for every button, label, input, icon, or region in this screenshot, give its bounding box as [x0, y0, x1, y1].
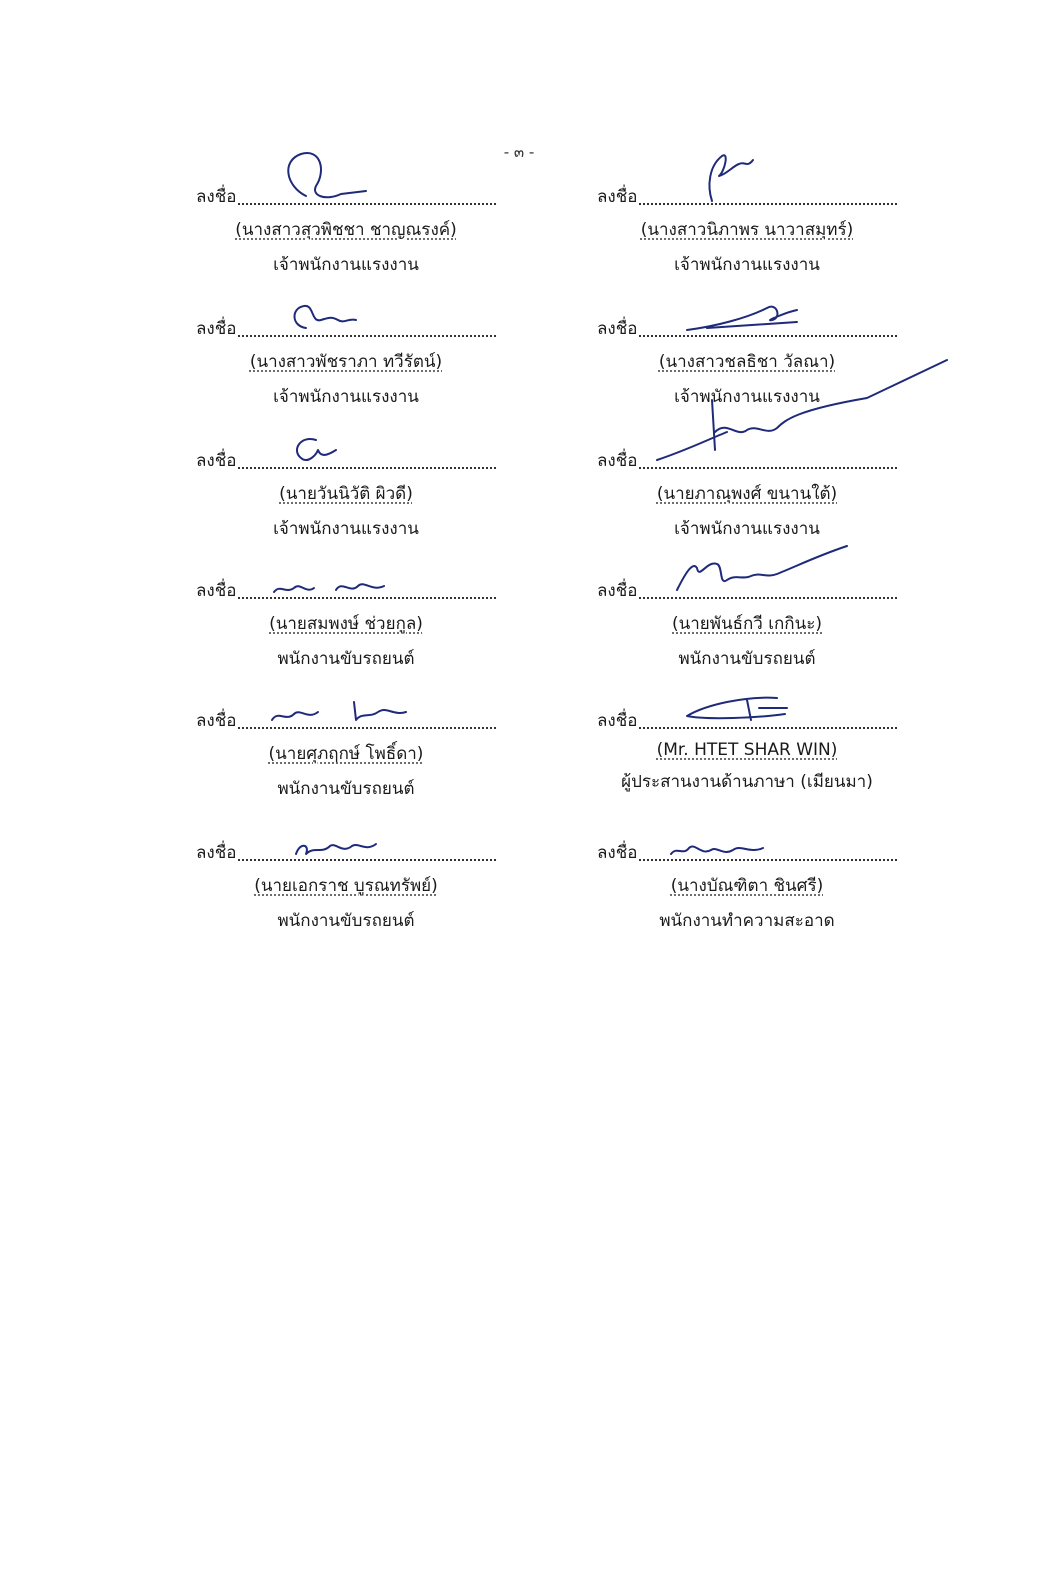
signer-position: เจ้าพนักงานแรงงาน: [674, 387, 820, 407]
signature-line: [597, 570, 897, 604]
handwritten-signature: [266, 832, 396, 862]
signer-name: (นางสาวนิภาพร นาวาสมุทร์): [640, 220, 854, 240]
sign-label: ลงชื่อ: [196, 451, 237, 471]
handwritten-signature: [667, 832, 777, 862]
signer-name: (นางสาวชลธิชา วัลณา): [658, 352, 836, 372]
signature-line: [597, 832, 897, 866]
handwritten-signature: [667, 690, 797, 730]
signature-block-left-3: [196, 440, 496, 542]
signer-name: (นางสาวสุวพิชชา ชาญณรงค์): [235, 220, 457, 240]
signature-line: [196, 570, 496, 604]
signer-name: (นายสมพงษ์ ช่วยกูล): [269, 614, 423, 634]
sign-label: ลงชื่อ: [196, 187, 237, 207]
handwritten-signature: [667, 390, 1007, 470]
signer-position: ผู้ประสานงานด้านภาษา (เมียนมา): [621, 772, 873, 792]
signer-position: พนักงานขับรถยนต์: [277, 911, 415, 931]
sign-label: ลงชื่อ: [597, 319, 638, 339]
signer-position: พนักงานขับรถยนต์: [277, 779, 415, 799]
handwritten-signature: [266, 430, 346, 470]
sign-label: ลงชื่อ: [196, 843, 237, 863]
sign-label: ลงชื่อ: [597, 451, 638, 471]
signer-position: พนักงานขับรถยนต์: [678, 649, 816, 669]
signature-line: [196, 440, 496, 474]
signature-line: [597, 440, 897, 474]
signer-name: (นายเอกราช บูรณทรัพย์): [254, 876, 438, 896]
signature-block-left-1: [196, 176, 496, 278]
sign-label: ลงชื่อ: [196, 581, 237, 601]
signature-line: [196, 308, 496, 342]
signature-line: [597, 176, 897, 210]
signature-block-right-5: [597, 700, 897, 795]
signer-position: เจ้าพนักงานแรงงาน: [273, 255, 419, 275]
signer-position: เจ้าพนักงานแรงงาน: [674, 519, 820, 539]
signature-block-right-3: [597, 440, 897, 542]
handwritten-signature: [266, 570, 406, 600]
signature-block-left-2: [196, 308, 496, 410]
signer-position: เจ้าพนักงานแรงงาน: [674, 255, 820, 275]
signer-name: (นางสาวพัชราภา ทวีรัตน์): [249, 352, 443, 372]
handwritten-signature: [667, 298, 807, 338]
signature-block-left-4: [196, 570, 496, 672]
sign-label: ลงชื่อ: [597, 187, 638, 207]
signature-line: [196, 700, 496, 734]
signer-name: (นายศุภฤกษ์ โพธิ์ดา): [268, 744, 424, 764]
handwritten-signature: [667, 550, 867, 600]
page-number: - ๓ -: [503, 143, 535, 161]
handwritten-signature: [266, 694, 416, 730]
signature-line: [196, 176, 496, 210]
handwritten-signature: [266, 146, 376, 206]
sign-label: ลงชื่อ: [196, 319, 237, 339]
sign-label: ลงชื่อ: [196, 711, 237, 731]
handwritten-signature: [667, 146, 757, 206]
signer-name: (นายวันนิวัติ ผิวดี): [279, 484, 413, 504]
signature-line: [597, 700, 897, 734]
signature-block-right-6: [597, 832, 897, 934]
sign-label: ลงชื่อ: [597, 711, 638, 731]
signer-position: พนักงานขับรถยนต์: [277, 649, 415, 669]
signature-line: [196, 832, 496, 866]
signature-block-left-5: [196, 700, 496, 802]
signer-position: พนักงานทำความสะอาด: [659, 911, 835, 931]
signer-name: (นางบัณฑิตา ชินศรี): [670, 876, 824, 896]
signer-position: เจ้าพนักงานแรงงาน: [273, 387, 419, 407]
signature-block-right-1: [597, 176, 897, 278]
sign-label: ลงชื่อ: [597, 581, 638, 601]
signer-name: (Mr. HTET SHAR WIN): [656, 740, 838, 760]
signature-line: [597, 308, 897, 342]
signer-name: (นายภาณุพงศ์ ขนานใต้): [656, 484, 838, 504]
signature-block-left-6: [196, 832, 496, 934]
signer-position: เจ้าพนักงานแรงงาน: [273, 519, 419, 539]
signature-block-right-4: [597, 570, 897, 672]
signer-name: (นายพันธ์กวี เกกินะ): [672, 614, 822, 634]
handwritten-signature: [266, 298, 376, 338]
sign-label: ลงชื่อ: [597, 843, 638, 863]
